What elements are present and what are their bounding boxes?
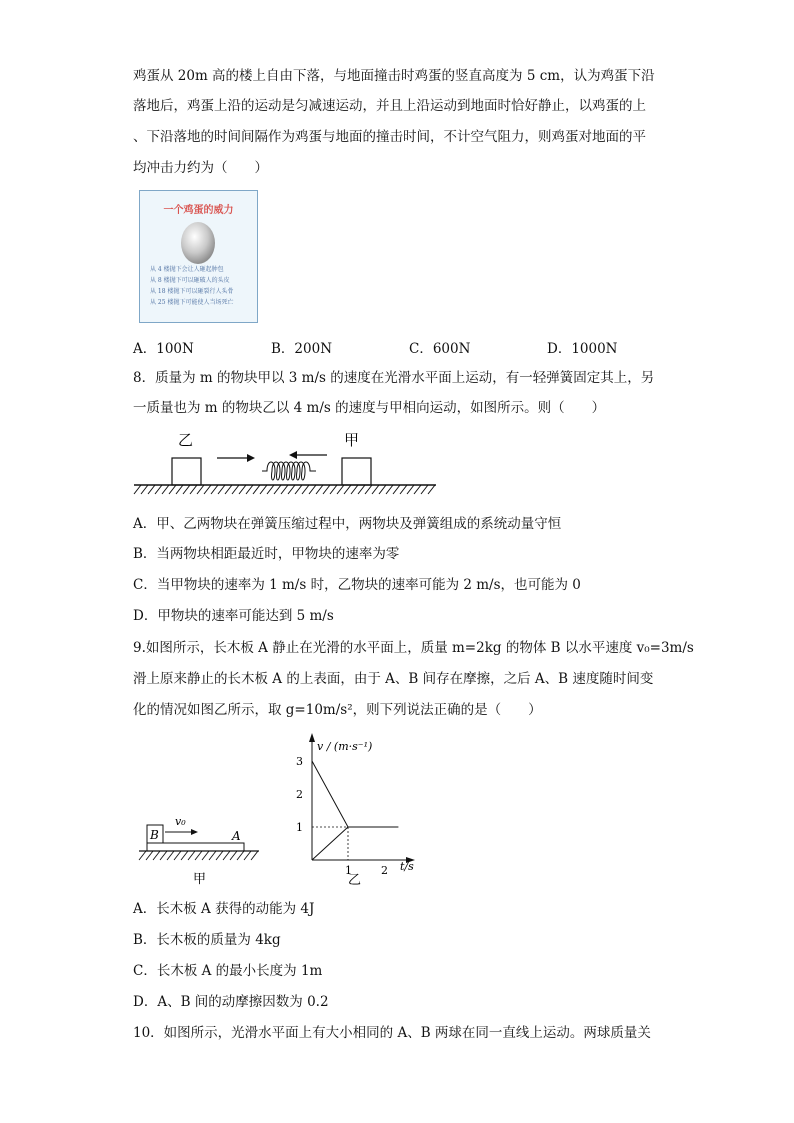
q9-option-b: B．长木板的质量为 4kg: [133, 932, 281, 948]
q7-option-b: B．200N: [271, 341, 333, 357]
q9-option-a: A．长木板 A 获得的动能为 4J: [133, 901, 315, 917]
x-tick-label: 1: [345, 864, 352, 877]
arrow-left-icon: [289, 451, 327, 459]
q8-option-a: A．甲、乙两物块在弹簧压缩过程中，两物块及弹簧组成的系统动量守恒: [133, 516, 562, 532]
v0-arrow-icon: [165, 829, 198, 835]
block-b-label: B: [150, 828, 159, 842]
block-yi-label: 乙: [178, 431, 194, 449]
q7-line-4: 均冲击力约为（ ）: [133, 160, 268, 176]
q9-line-3: 化的情况如图乙所示，取 g=10m/s²，则下列说法正确的是（ ）: [133, 702, 542, 718]
q9-option-c: C．长木板 A 的最小长度为 1m: [133, 963, 323, 979]
x-axis-label: t/s: [400, 860, 414, 873]
block-yi: [172, 458, 201, 485]
block-jia: [342, 458, 371, 485]
poster-title: 一个鸡蛋的威力: [163, 205, 234, 216]
q7-option-c: C．600N: [409, 341, 471, 357]
y-tick-label: 2: [296, 788, 303, 801]
spring-blocks-figure: [130, 425, 440, 500]
v0-label: v₀: [175, 815, 186, 828]
series-b-line: [312, 761, 398, 827]
q7-line-3: 、下沿落地的时间间隔作为鸡蛋与地面的撞击时间，不计空气阻力，则鸡蛋对地面的平: [133, 129, 646, 145]
block-jia-label: 甲: [344, 431, 360, 449]
q7-option-a: A．100N: [133, 341, 194, 357]
q8-line-1: 8．质量为 m 的物块甲以 3 m/s 的速度在光滑水平面上运动，有一轻弹簧固定其上，另: [133, 370, 655, 386]
q8-option-d: D．甲物块的速率可能达到 5 m/s: [133, 608, 334, 624]
y-tick-label: 3: [296, 755, 303, 768]
q9-line-1: 9.如图所示，长木板 A 静止在光滑的水平面上，质量 m=2kg 的物体 B 以水平速度 v₀=3m/s: [133, 640, 694, 656]
y-axis-label: v / (m·s⁻¹): [317, 740, 373, 753]
poster-line-3: 从 18 楼抛下可以砸裂行人头骨: [150, 288, 234, 295]
poster-line-1: 从 4 楼抛下会让人砸起肿包: [150, 266, 224, 273]
figure-jia-caption: 甲: [193, 872, 207, 887]
series-a-line: [312, 827, 348, 860]
spring: [262, 462, 316, 480]
velocity-time-graph: [290, 728, 430, 888]
q10-line-1: 10．如图所示，光滑水平面上有大小相同的 A、B 两球在同一直线上运动。两球质量关: [133, 1025, 651, 1041]
arrow-right-icon: [217, 454, 255, 462]
q9-option-d: D．A、B 间的动摩擦因数为 0.2: [133, 994, 329, 1010]
q7-line-2: 落地后，鸡蛋上沿的运动是匀减速运动，并且上沿运动到地面时恰好静止，以鸡蛋的上: [133, 98, 646, 114]
y-axis: [309, 733, 315, 860]
board-a: [147, 843, 244, 851]
q7-option-d: D．1000N: [547, 341, 618, 357]
q7-line-1: 鸡蛋从 20m 高的楼上自由下落，与地面撞击时鸡蛋的竖直高度为 5 cm，认为鸡蛋下沿: [133, 68, 655, 84]
figure-yi-caption: 乙: [348, 873, 362, 888]
ground-hatching-2: [139, 851, 258, 860]
board-block-figure: [135, 805, 265, 890]
q8-line-2: 一质量也为 m 的物块乙以 4 m/s 的速度与甲相向运动，如图所示。则（ ）: [133, 400, 606, 416]
ground-hatching: [134, 485, 435, 494]
board-a-label: A: [232, 829, 241, 843]
q8-option-b: B．当两物块相距最近时，甲物块的速率为零: [133, 546, 400, 562]
x-tick-label: 2: [381, 864, 388, 877]
q9-line-2: 滑上原来静止的长木板 A 的上表面，由于 A、B 间存在摩擦，之后 A、B 速度随时间变: [133, 671, 654, 687]
q8-option-c: C．当甲物块的速率为 1 m/s 时，乙物块的速率可能为 2 m/s，也可能为 0: [133, 577, 581, 593]
y-tick-label: 1: [296, 821, 303, 834]
egg-poster-image: [139, 190, 258, 323]
poster-line-2: 从 8 楼抛下可以砸破人的头皮: [150, 277, 230, 284]
poster-line-4: 从 25 楼抛下可能使人当场死亡: [150, 299, 234, 306]
